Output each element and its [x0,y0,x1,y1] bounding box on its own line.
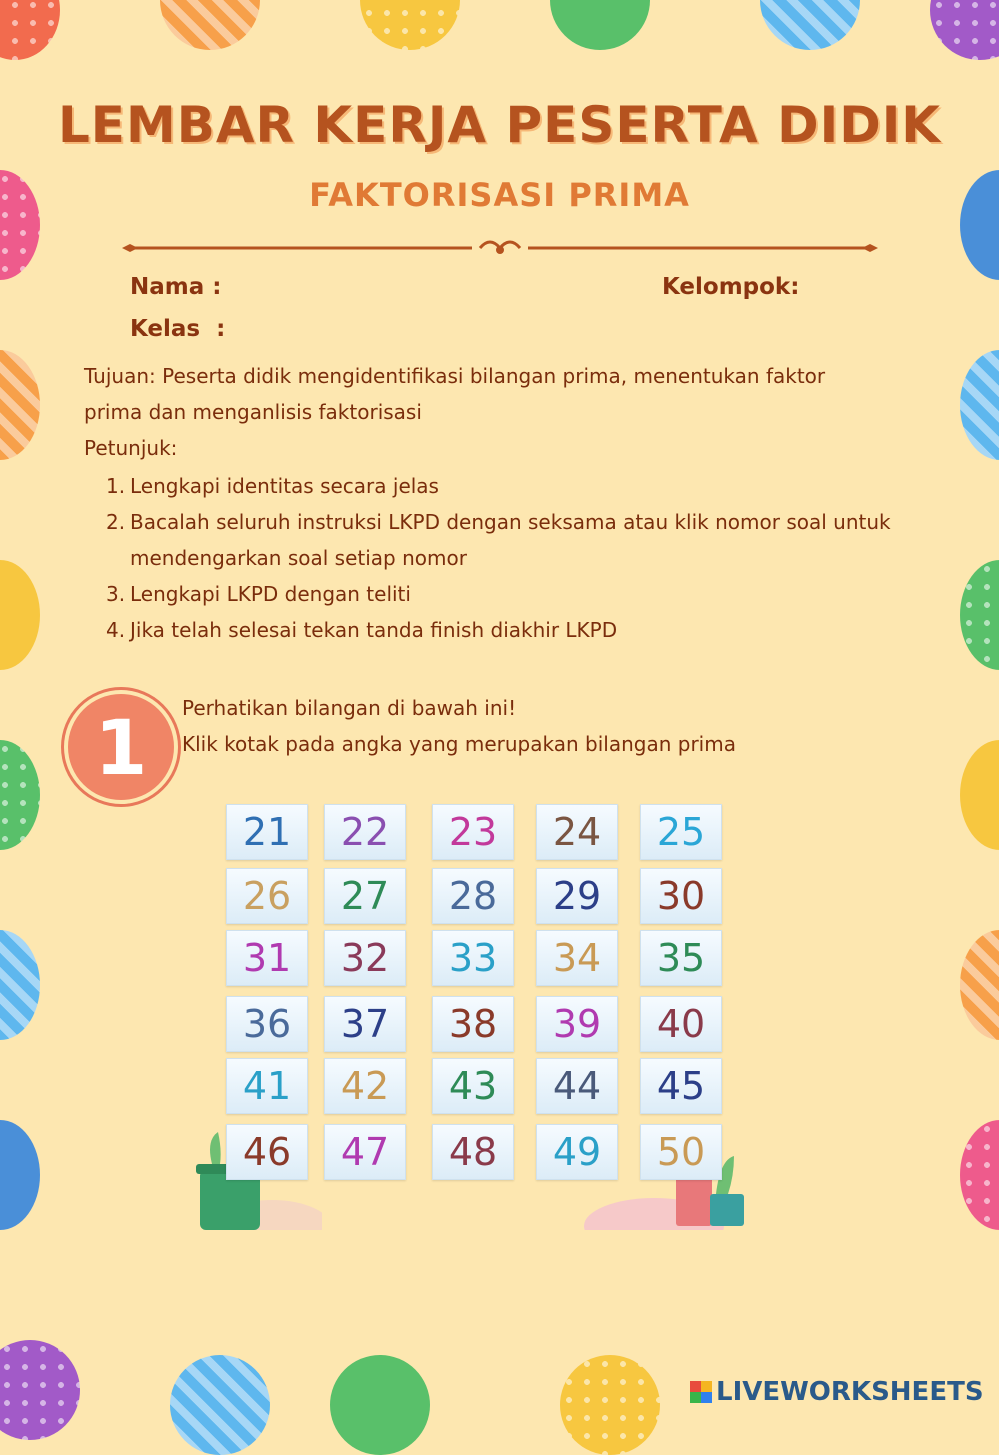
page-subtitle: FAKTORISASI PRIMA [309,176,690,214]
class-label: Kelas : [130,316,226,342]
number-box-39[interactable]: 39 [536,996,618,1052]
candy-decoration [0,1340,80,1440]
candy-decoration [160,0,260,50]
instruction-item: 3. Lengkapi LKPD dengan teliti [106,582,411,606]
question-line-2: Klik kotak pada angka yang merupakan bilangan prima [182,732,736,756]
number-box-41[interactable]: 41 [226,1058,308,1114]
liveworksheets-logo-icon [690,1381,712,1403]
number-box-48[interactable]: 48 [432,1124,514,1180]
instruction-item: 4. Jika telah selesai tekan tanda finish diakhir LKPD [106,618,618,642]
number-box-30[interactable]: 30 [640,868,722,924]
candy-decoration [170,1355,270,1455]
number-box-28[interactable]: 28 [432,868,514,924]
candy-decoration [330,1355,430,1455]
instruction-item: 1. Lengkapi identitas secara jelas [106,474,439,498]
number-box-22[interactable]: 22 [324,804,406,860]
candy-decoration [960,740,999,850]
page-title: LEMBAR KERJA PESERTA DIDIK [57,96,942,154]
candy-decoration [360,0,460,50]
liveworksheets-watermark [690,1374,984,1410]
candy-decoration [960,350,999,460]
instruction-item: 2. Bacalah seluruh instruksi LKPD dengan seksama atau klik nomor soal untuk mendengarkan soal setiap nomor [106,510,891,570]
candy-decoration [0,930,40,1040]
number-box-25[interactable]: 25 [640,804,722,860]
number-box-40[interactable]: 40 [640,996,722,1052]
candy-decoration [760,0,860,50]
number-box-47[interactable]: 47 [324,1124,406,1180]
candy-decoration [560,1355,660,1455]
question-number-badge[interactable]: 1 [68,694,174,800]
candy-decoration [930,0,999,60]
objective-line-2: prima dan menganlisis faktorisasi [84,400,422,424]
number-box-43[interactable]: 43 [432,1058,514,1114]
group-label: Kelompok: [662,274,800,300]
number-box-44[interactable]: 44 [536,1058,618,1114]
candy-decoration [550,0,650,50]
number-box-23[interactable]: 23 [432,804,514,860]
liveworksheets-text: LIVEWORKSHEETS [716,1377,984,1407]
number-box-38[interactable]: 38 [432,996,514,1052]
ornament-divider [122,238,878,258]
number-box-26[interactable]: 26 [226,868,308,924]
candy-decoration [960,930,999,1040]
number-box-21[interactable]: 21 [226,804,308,860]
instruction-list [106,468,901,648]
candy-decoration [960,560,999,670]
number-box-42[interactable]: 42 [324,1058,406,1114]
candy-decoration [0,1120,40,1230]
candy-decoration [0,350,40,460]
number-box-33[interactable]: 33 [432,930,514,986]
name-label: Nama : [130,274,222,300]
number-box-31[interactable]: 31 [226,930,308,986]
number-box-24[interactable]: 24 [536,804,618,860]
number-box-46[interactable]: 46 [226,1124,308,1180]
number-box-34[interactable]: 34 [536,930,618,986]
objective-line-1: Tujuan: Peserta didik mengidentifikasi bilangan prima, menentukan faktor [84,364,826,388]
number-box-50[interactable]: 50 [640,1124,722,1180]
number-box-27[interactable]: 27 [324,868,406,924]
candy-decoration [0,560,40,670]
candy-decoration [0,0,60,60]
number-box-49[interactable]: 49 [536,1124,618,1180]
number-box-29[interactable]: 29 [536,868,618,924]
number-box-35[interactable]: 35 [640,930,722,986]
question-line-1: Perhatikan bilangan di bawah ini! [182,696,517,720]
number-box-45[interactable]: 45 [640,1058,722,1114]
number-box-37[interactable]: 37 [324,996,406,1052]
candy-decoration [960,1120,999,1230]
instructions-heading: Petunjuk: [84,436,178,460]
candy-decoration [0,740,40,850]
number-box-36[interactable]: 36 [226,996,308,1052]
number-box-32[interactable]: 32 [324,930,406,986]
prime-number-grid [222,802,732,1192]
